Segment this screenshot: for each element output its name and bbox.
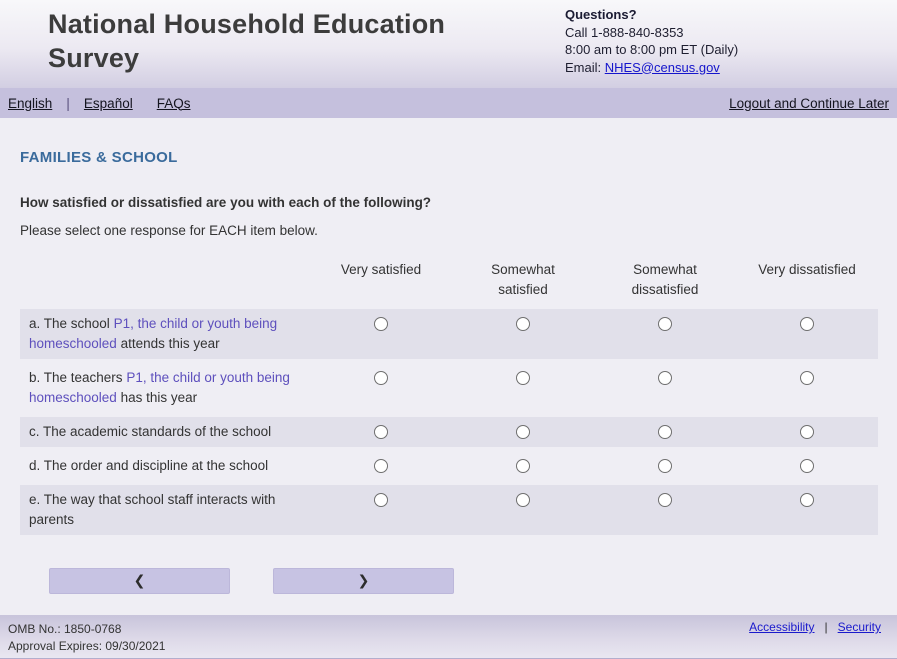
- row-d-text: d. The order and discipline at the school: [29, 458, 269, 473]
- radio-c-very-satisfied[interactable]: [374, 425, 388, 439]
- language-link-english[interactable]: English: [8, 95, 53, 111]
- table-row-d: [20, 451, 878, 481]
- radio-c-very-dissatisfied[interactable]: [800, 425, 814, 439]
- radio-b-somewhat-satisfied[interactable]: [516, 371, 530, 385]
- contact-email-label: Email:: [565, 59, 605, 75]
- table-header-row: [20, 260, 878, 300]
- navbar-left: [8, 95, 190, 111]
- footer-separator: |: [824, 620, 828, 634]
- table-header-spacer: [20, 260, 310, 300]
- radio-d-very-satisfied[interactable]: [374, 459, 388, 473]
- radio-d-somewhat-dissatisfied[interactable]: [658, 459, 672, 473]
- nav-separator: |: [66, 95, 70, 111]
- radio-e-very-satisfied[interactable]: [374, 493, 388, 507]
- question-text: How satisfied or dissatisfied are you with each of the following?: [20, 195, 432, 210]
- radio-e-somewhat-dissatisfied[interactable]: [658, 493, 672, 507]
- row-a-text-post: attends this year: [116, 336, 220, 351]
- cell-a-somewhat-dissatisfied: [594, 309, 736, 359]
- contact-email-line: [565, 59, 738, 77]
- cell-d-somewhat-satisfied: [452, 451, 594, 481]
- contact-heading: Questions?: [565, 7, 637, 22]
- section-title: FAMILIES & SCHOOL: [20, 149, 178, 166]
- cell-b-somewhat-dissatisfied: [594, 363, 736, 413]
- column-header-somewhat-dissatisfied: Somewhat dissatisfied: [631, 262, 699, 297]
- cell-b-somewhat-satisfied: [452, 363, 594, 413]
- cell-c-very-dissatisfied: [736, 417, 878, 447]
- faqs-link[interactable]: FAQs: [156, 95, 191, 111]
- column-header-very-dissatisfied: Very dissatisfied: [758, 262, 856, 277]
- cell-a-very-satisfied: [310, 309, 452, 359]
- radio-d-somewhat-satisfied[interactable]: [516, 459, 530, 473]
- row-label-b: [20, 363, 310, 413]
- radio-e-somewhat-satisfied[interactable]: [516, 493, 530, 507]
- header: [0, 0, 897, 88]
- radio-a-somewhat-satisfied[interactable]: [516, 317, 530, 331]
- navbar: [0, 88, 897, 118]
- cell-d-somewhat-dissatisfied: [594, 451, 736, 481]
- radio-b-somewhat-dissatisfied[interactable]: [658, 371, 672, 385]
- cell-e-somewhat-satisfied: [452, 485, 594, 535]
- contact-phone: Call 1-888-840-8353: [565, 24, 684, 40]
- cell-e-very-satisfied: [310, 485, 452, 535]
- row-label-d: [20, 451, 310, 481]
- radio-b-very-satisfied[interactable]: [374, 371, 388, 385]
- cell-c-somewhat-satisfied: [452, 417, 594, 447]
- omb-expiry: Approval Expires: 09/30/2021: [8, 639, 166, 653]
- footer-links: [749, 620, 881, 634]
- table-row-a: [20, 309, 878, 359]
- cell-d-very-satisfied: [310, 451, 452, 481]
- row-b-text-post: has this year: [116, 390, 198, 405]
- contact-info: [565, 6, 738, 76]
- logout-link[interactable]: Logout and Continue Later: [729, 95, 889, 111]
- table-row-e: [20, 485, 878, 535]
- row-e-text: e. The way that school staff interacts with parents: [29, 492, 276, 527]
- cell-a-very-dissatisfied: [736, 309, 878, 359]
- cell-c-very-satisfied: [310, 417, 452, 447]
- back-button[interactable]: [49, 568, 230, 594]
- language-link-espanol[interactable]: Español: [83, 95, 133, 111]
- security-link[interactable]: Security: [837, 620, 881, 634]
- radio-c-somewhat-dissatisfied[interactable]: [658, 425, 672, 439]
- radio-a-very-dissatisfied[interactable]: [800, 317, 814, 331]
- column-header-very-satisfied: Very satisfied: [340, 262, 422, 277]
- email-link[interactable]: NHES@census.gov: [604, 59, 720, 75]
- cell-c-somewhat-dissatisfied: [594, 417, 736, 447]
- column-header-somewhat-satisfied: Somewhat satisfied: [491, 262, 555, 297]
- cell-e-somewhat-dissatisfied: [594, 485, 736, 535]
- row-a-text: a. The school: [29, 316, 114, 331]
- page-navigation: [49, 568, 897, 594]
- omb-info: [8, 621, 165, 655]
- radio-b-very-dissatisfied[interactable]: [800, 371, 814, 385]
- row-label-a: [20, 309, 310, 359]
- cell-a-somewhat-satisfied: [452, 309, 594, 359]
- table-row-b: [20, 363, 878, 413]
- omb-number: OMB No.: 1850-0768: [8, 622, 122, 636]
- footer: [0, 615, 897, 659]
- main-content: [0, 118, 897, 615]
- satisfaction-table: [20, 260, 878, 535]
- radio-d-very-dissatisfied[interactable]: [800, 459, 814, 473]
- instruction-text: Please select one response for EACH item below.: [20, 223, 318, 238]
- page-title: National Household Education Survey: [48, 9, 446, 73]
- row-b-text: b. The teachers: [29, 370, 127, 385]
- chevron-right-icon: ❯: [357, 573, 370, 589]
- table-row-c: [20, 417, 878, 447]
- accessibility-link[interactable]: Accessibility: [749, 620, 815, 634]
- row-a-highlight: P1, the child or youth being homeschooled: [29, 316, 278, 351]
- next-button[interactable]: [273, 568, 454, 594]
- radio-e-very-dissatisfied[interactable]: [800, 493, 814, 507]
- cell-b-very-satisfied: [310, 363, 452, 413]
- row-label-e: [20, 485, 310, 535]
- cell-b-very-dissatisfied: [736, 363, 878, 413]
- row-b-highlight: P1, the child or youth being homeschooled: [29, 370, 290, 405]
- row-c-text: c. The academic standards of the school: [29, 424, 272, 439]
- chevron-left-icon: ❮: [133, 573, 146, 589]
- cell-e-very-dissatisfied: [736, 485, 878, 535]
- radio-a-somewhat-dissatisfied[interactable]: [658, 317, 672, 331]
- radio-c-somewhat-satisfied[interactable]: [516, 425, 530, 439]
- contact-hours: 8:00 am to 8:00 pm ET (Daily): [565, 42, 739, 57]
- radio-a-very-satisfied[interactable]: [374, 317, 388, 331]
- row-label-c: [20, 417, 310, 447]
- cell-d-very-dissatisfied: [736, 451, 878, 481]
